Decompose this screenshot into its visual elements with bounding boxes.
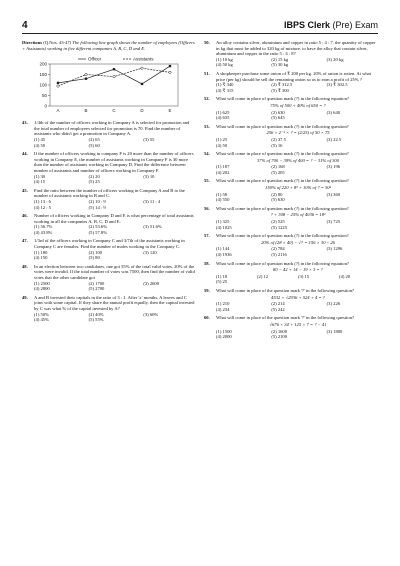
- answer-options: [216, 82, 380, 93]
- answer-option: (3) ₹ 302.5: [326, 82, 348, 88]
- answer-options: [216, 137, 380, 148]
- question-text: What will come in place of question mark (?) in the following question?: [216, 151, 349, 157]
- question-equation: 20% of (28 × 40) − √? = 156 × 30 ÷ 26: [261, 239, 335, 245]
- question-text: What will come in place of question mark (?) in the following question?: [216, 233, 349, 239]
- question-50: [204, 40, 380, 68]
- question-text: If the number of officers working in company F is 20 more than the number of officers working in Company E, the number of assistants working in Company F is 30 more than the number of assistants working in Company D. Find the difference between number of assistants and number of officers working in Company F.: [34, 151, 194, 173]
- question-47: [22, 238, 196, 260]
- question-text: What will come in place of question mark (?) in the following question?: [216, 178, 349, 184]
- question-number: 51.: [204, 70, 210, 76]
- question-text: Number of officers working in Company D and E is what percentage of total assistants working in all the companies A, B, C, D and E.: [34, 213, 194, 224]
- answer-option: (3) 2600: [143, 280, 160, 286]
- answer-options: [216, 274, 380, 285]
- question-number: 46.: [22, 213, 28, 219]
- answer-option: (5) 205: [271, 169, 285, 175]
- question-equation: 75% of 500 + 40% of 650 = ?: [270, 102, 326, 108]
- answer-options: [216, 192, 380, 203]
- data-point: [169, 65, 171, 67]
- answer-option: (2) 37.5: [271, 136, 286, 142]
- question-number: 54.: [204, 151, 210, 157]
- question-equation: 150% of 220 + 8² + 10% of ? = 30²: [265, 185, 331, 191]
- legend-label: Assistants: [133, 56, 154, 62]
- answer-option: (3) 725: [326, 219, 341, 225]
- answer-option: (3) 11 : 4: [143, 198, 161, 204]
- question-number: 56.: [204, 205, 210, 211]
- line-chart-svg: [28, 54, 188, 116]
- answer-options: [34, 224, 196, 235]
- question-equation: 80 − 42 + 14 − 19 × 3 = ?: [273, 267, 323, 273]
- question-text: What will come in place of question mark (?) in the following question?: [216, 205, 349, 211]
- answer-option: (5) 14 : 9: [88, 204, 106, 210]
- answer-option: (2) 630: [271, 109, 285, 115]
- question-number: 53.: [204, 123, 210, 129]
- answer-option: (2) 12: [257, 273, 269, 279]
- answer-option: (3) 60%: [143, 311, 159, 317]
- answer-option: (3) 120: [143, 249, 157, 255]
- question-55: [204, 178, 380, 202]
- answer-option: (1) 10 kg: [216, 56, 233, 62]
- answer-options: [34, 199, 196, 210]
- directions-label: Directions: [22, 40, 43, 45]
- answer-option: (1) 18: [216, 273, 228, 279]
- y-tick-label: 200: [39, 61, 47, 67]
- line-chart: [28, 54, 188, 116]
- answer-option: (3) 15: [298, 273, 310, 279]
- answer-options: [34, 281, 196, 292]
- question-equation: 37% of 700 − 39% of 400 = ? − 31% of 300: [256, 157, 340, 163]
- question-number: 50.: [204, 40, 210, 45]
- answer-option: (2) 525: [271, 219, 285, 225]
- answer-option: (1) 25: [216, 136, 228, 142]
- answer-option: (1) 30: [34, 173, 46, 179]
- question-text: 1/4th of the number of officers working in Company A is selected for promotion and the total number of employees selected for promotion is 70. Find the number of assistants who didn't get a promotion in Company A.: [34, 120, 190, 137]
- answer-option: (4) 12 : 5: [34, 204, 51, 210]
- answer-option: (2) 80: [271, 191, 283, 197]
- answer-option: (2) 784: [271, 246, 285, 252]
- question-52: [204, 96, 380, 120]
- x-tick-label: E: [168, 108, 172, 114]
- right-question-list: [204, 40, 380, 340]
- question-text: What will come in place of question mark (?) in the following equation?: [216, 96, 349, 102]
- answer-option: (4) 1936: [216, 252, 232, 257]
- question-number: 57.: [204, 233, 210, 239]
- answer-option: (3) 20 kg: [326, 56, 344, 62]
- header-rule: [22, 33, 378, 34]
- y-tick-label: 100: [39, 82, 47, 88]
- question-text: What will come in place of the question mark '?' in the following question?: [216, 315, 355, 321]
- question-equation: √676 × 34 + 125 × 7 = ? − 41: [269, 321, 327, 327]
- answer-option: (4) 15: [34, 179, 46, 185]
- question-equation: 4532 + √2936 + 524 + 4 = ?: [271, 294, 325, 300]
- y-tick-label: 0: [44, 103, 47, 109]
- answer-options: [216, 57, 380, 68]
- question-text: In an election between two candidates, one got 55% of the total valid votes, 20% of the votes were invalid. If the total number of votes was 7500, then find the number of valid votes that the other candidate got: [34, 263, 195, 281]
- directions: [22, 40, 196, 51]
- question-text: Find the ratio between the number of officers working in Company A and B to the number of assistants working in B and C.: [34, 187, 185, 199]
- answer-option: (2) 65: [88, 136, 100, 142]
- answer-option: (5) ₹ 300: [271, 87, 289, 93]
- answer-option: (1) 325: [216, 219, 230, 225]
- answer-option: (3) 1296: [326, 246, 343, 252]
- question-number: 59.: [204, 287, 210, 293]
- answer-option: (4) 43.8%: [34, 229, 53, 235]
- question-number: 43.: [22, 120, 28, 126]
- answer-option: (5) 25: [216, 279, 228, 285]
- answer-option: (1) ₹ 340: [216, 82, 234, 88]
- answer-option: (2) 1700: [88, 280, 105, 286]
- x-tick-label: D: [140, 108, 144, 114]
- x-tick-label: C: [112, 108, 116, 114]
- exam-title-bold: IBPS Clerk: [283, 20, 330, 30]
- answer-options: [216, 110, 380, 121]
- answer-option: (1) 1500: [216, 328, 232, 334]
- answer-option: (5) 2116: [271, 252, 287, 257]
- answer-option: (2) 100: [88, 249, 103, 255]
- question-text: A shopkeeper purchase some onion of ₹ 200 per kg. 20% of onion is rotten. At what price (per kg) should he sell the remaining onion so as to earn a profit of 25% ?: [216, 70, 371, 82]
- exam-title-rest: (Pre) Exam: [329, 20, 378, 30]
- answer-option: (3) 55: [143, 136, 155, 142]
- answer-option: (1) 625: [216, 109, 230, 115]
- answer-option: (4) 150: [34, 255, 48, 261]
- question-45: [22, 188, 196, 210]
- answer-option: (2) 20: [88, 173, 100, 179]
- question-49: [22, 295, 196, 323]
- answer-option: (5) 55%: [88, 317, 104, 323]
- left-column: [22, 40, 196, 326]
- answer-option: (3) 640: [326, 109, 341, 115]
- answer-option: (4) 2800: [34, 286, 50, 292]
- question-number: 47.: [22, 238, 28, 244]
- answer-option: (2) 53.6%: [88, 224, 108, 230]
- left-question-list: [22, 120, 196, 323]
- page-number: 4: [22, 20, 28, 31]
- answer-option: (2) 214: [271, 301, 285, 307]
- answer-options: [216, 219, 380, 230]
- exam-title: [284, 20, 378, 30]
- question-number: 60.: [204, 315, 210, 321]
- answer-option: (4) 2000: [216, 334, 232, 340]
- answer-option: (3) 360: [326, 191, 341, 197]
- question-46: [22, 213, 196, 235]
- answer-option: (3) 22.5: [326, 136, 342, 142]
- question-number: 55.: [204, 178, 210, 184]
- answer-options: [34, 312, 196, 323]
- question-equation: 256 × 2⁻³ × ? = (2/25) of 50 × 75: [266, 130, 330, 136]
- y-tick-label: 50: [41, 93, 47, 99]
- answer-option: (2) 15 kg: [271, 56, 289, 62]
- right-column: [204, 40, 380, 343]
- answer-option: (4) 50: [216, 142, 228, 148]
- answer-options: [216, 246, 380, 257]
- question-60: [204, 315, 380, 339]
- question-43: [22, 120, 196, 148]
- data-point: [113, 68, 115, 70]
- data-point: [141, 83, 143, 85]
- answer-option: (5) 60: [88, 142, 100, 148]
- answer-option: (4) 1025: [216, 224, 232, 230]
- answer-option: (1) 50%: [34, 311, 49, 317]
- answer-option: (4) 20: [339, 273, 351, 279]
- question-57: [204, 233, 380, 257]
- answer-option: (1) 45: [34, 136, 46, 142]
- question-59: [204, 288, 380, 312]
- answer-option: (4) 50 kg: [216, 62, 233, 68]
- answer-option: (1) 2500: [34, 280, 50, 286]
- directions-text: The following line graph shows the number of employees (Officers + Assistants) working in five different companies A, B, C, D and E.: [22, 40, 195, 51]
- question-text: What will come in place of question mark (?) in the following question?: [216, 123, 349, 129]
- answer-options: [216, 164, 380, 175]
- data-point: [85, 73, 87, 75]
- answer-option: (5) 30 kg: [271, 62, 289, 68]
- answer-options: [216, 301, 380, 312]
- answer-option: (2) ₹ 312.5: [271, 82, 293, 88]
- answer-options: [34, 174, 196, 185]
- answer-option: (3) 196: [326, 164, 341, 170]
- data-point: [169, 71, 171, 73]
- question-equation: ? + 308 − 25% of 4036 = 18²: [270, 212, 326, 218]
- answer-option: (2) 40%: [88, 311, 104, 317]
- answer-options: [216, 329, 380, 340]
- answer-option: (4) 202: [216, 169, 230, 175]
- answer-option: (4) ₹ 315: [216, 87, 234, 93]
- question-53: [204, 124, 380, 148]
- answer-option: (3) 226: [326, 301, 341, 307]
- question-51: [204, 71, 380, 93]
- question-44: [22, 151, 196, 185]
- answer-option: (1) 210: [216, 301, 230, 307]
- answer-option: (5) 16: [271, 142, 283, 148]
- x-tick-label: B: [84, 108, 88, 114]
- question-number: 48.: [22, 263, 28, 269]
- question-text: An alloy contains silver, aluminium and copper in ratio 5 : 4 : 7, the quantity of copper in kg that must be added to 320 kg of mixture, to have the alloy that contain silver, aluminium and copper in the ratio 5 : 4 : 8?: [216, 40, 376, 57]
- answer-option: (3) 10: [143, 173, 155, 179]
- answer-option: (1) 187: [216, 164, 230, 170]
- answer-option: (5) 1225: [271, 224, 288, 230]
- answer-option: (5) 57.8%: [88, 229, 108, 235]
- data-point: [57, 82, 59, 84]
- question-58: [204, 261, 380, 285]
- answer-option: (2) 10 : 9: [88, 198, 106, 204]
- data-point: [85, 78, 87, 80]
- y-tick-label: 150: [39, 72, 47, 78]
- question-54: [204, 151, 380, 175]
- answer-option: (5) 25: [88, 179, 100, 185]
- answer-option: (5) 80: [88, 255, 100, 261]
- question-text: 1/3rd of the officers working in Company C and 3/7th of the assistants working in Company C are females. Find the number of males working in the Company C.: [34, 238, 185, 250]
- question-number: 58.: [204, 260, 210, 266]
- directions-ref: (Q.Nos. 43-47): [42, 40, 73, 45]
- answer-option: (5) 630: [271, 197, 285, 203]
- x-tick-label: A: [56, 108, 60, 114]
- question-text: What will come in place of the question mark '?' in the following question?: [216, 287, 355, 293]
- answer-option: (1) 144: [216, 246, 230, 252]
- answer-option: (4) 234: [216, 306, 230, 312]
- question-48: [22, 264, 196, 292]
- data-point: [141, 67, 143, 69]
- answer-option: (5) 2100: [271, 334, 288, 340]
- question-text: What will come in place of question mark (?) in the following equation?: [216, 260, 349, 266]
- answer-option: (2) 1600: [271, 328, 288, 334]
- answer-option: (4) 45%: [34, 317, 49, 323]
- data-point: [57, 85, 59, 87]
- question-number: 52.: [204, 96, 210, 102]
- answer-option: (5) 2700: [88, 286, 105, 292]
- question-number: 44.: [22, 151, 28, 157]
- answer-option: (5) 645: [271, 115, 285, 121]
- question-text: A and B invested their capitals in the ratio of 3 : 1. After 'x' months, A leaves and C joins with some capital. If they share the annual profit equally, then the capital invested by C was what % of the capital invested by A?: [34, 294, 195, 311]
- answer-options: [34, 250, 196, 261]
- answer-option: (1) 13 : 6: [34, 198, 51, 204]
- answer-option: (4) 635: [216, 115, 230, 121]
- answer-option: (4) 550: [216, 197, 230, 203]
- answer-option: (2) 168: [271, 164, 285, 170]
- answer-option: (1) 56.7%: [34, 224, 53, 230]
- legend-label: Officer: [88, 56, 102, 62]
- answer-options: [34, 137, 196, 148]
- question-number: 49.: [22, 294, 28, 300]
- answer-option: (3) 51.6%: [143, 224, 162, 230]
- answer-option: (5) 242: [271, 306, 285, 312]
- data-point: [113, 76, 115, 78]
- answer-option: (1) 58: [216, 191, 228, 197]
- answer-option: (4) 50: [34, 142, 46, 148]
- answer-option: (1) 180: [34, 249, 48, 255]
- question-56: [204, 206, 380, 230]
- question-number: 45.: [22, 187, 28, 193]
- answer-option: (3) 1800: [326, 328, 343, 334]
